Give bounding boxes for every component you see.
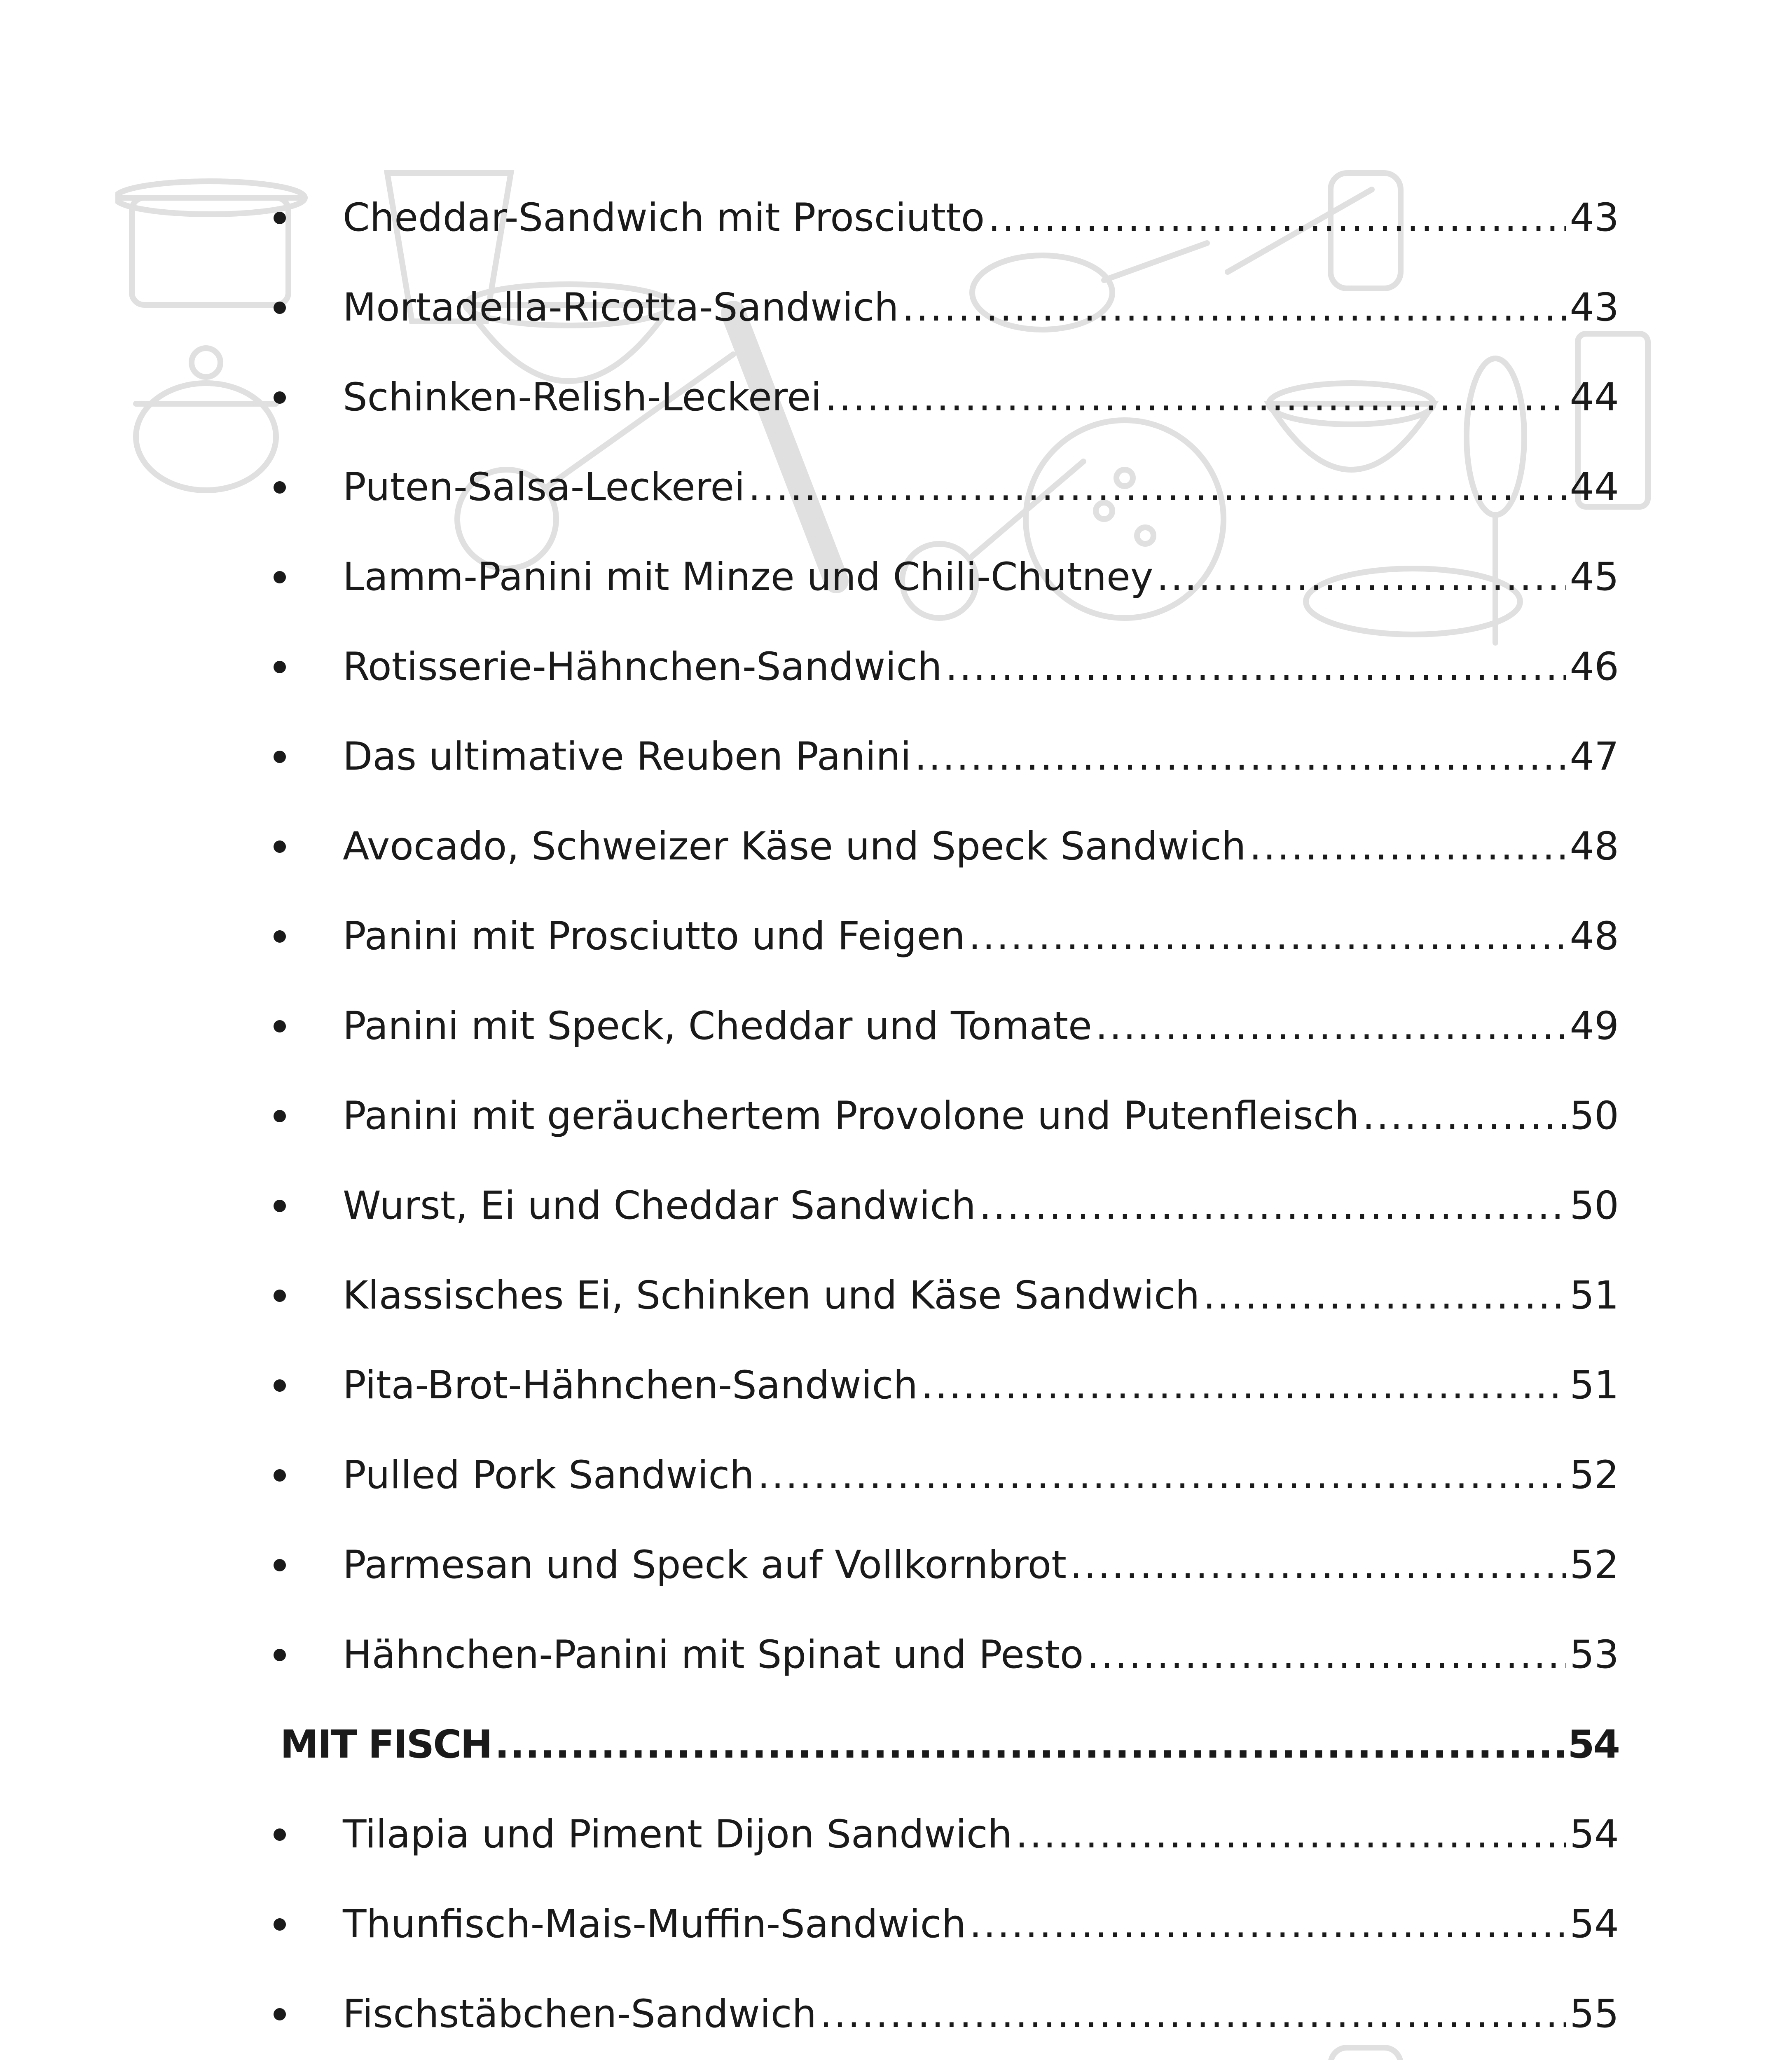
toc-entry-page: 51 xyxy=(1570,1363,1619,1408)
toc-entry-title: Wurst, Ei und Cheddar Sandwich xyxy=(343,1183,976,1228)
bullet-icon xyxy=(274,1649,286,1661)
dot-leader xyxy=(1249,827,1567,866)
toc-section-title: MIT FISCH xyxy=(280,1722,491,1767)
toc-entry-title: Avocado, Schweizer Käse und Speck Sandwich xyxy=(343,824,1246,869)
toc-entry-title: Rotisserie-Hähnchen-Sandwich xyxy=(343,644,942,689)
pot-icon xyxy=(115,181,305,305)
toc-entry[interactable] xyxy=(280,1610,1619,1700)
toc-entry-page: 54 xyxy=(1570,1902,1619,1947)
toc-entry[interactable] xyxy=(280,1161,1619,1251)
toc-entry-title: Schinken-Relish-Leckerei xyxy=(343,375,822,420)
dot-leader xyxy=(1362,1097,1566,1135)
dot-leader xyxy=(979,1187,1567,1225)
toc-section-page: 54 xyxy=(1567,1722,1619,1767)
dot-leader xyxy=(748,468,1566,507)
toc-entry-page: 43 xyxy=(1570,285,1619,330)
toc-entry[interactable] xyxy=(280,1251,1619,1341)
bullet-icon xyxy=(274,661,286,673)
toc-entry[interactable] xyxy=(280,622,1619,712)
toc-entry-title: Puten-Salsa-Leckerei xyxy=(343,465,745,510)
toc-entry[interactable] xyxy=(280,1790,1619,1880)
toc-entry-page: 44 xyxy=(1570,465,1619,510)
dot-leader xyxy=(1015,1815,1566,1854)
bullet-icon xyxy=(274,1469,286,1482)
toc-entry[interactable] xyxy=(280,1969,1619,2059)
dot-leader xyxy=(1203,1276,1566,1315)
dot-leader xyxy=(495,1725,1564,1764)
bullet-icon xyxy=(274,212,286,224)
toc-entry-title: Panini mit Speck, Cheddar und Tomate xyxy=(343,1004,1092,1049)
bullet-icon xyxy=(274,1110,286,1122)
toc-entry-title: Tilapia und Piment Dijon Sandwich xyxy=(343,1812,1013,1857)
toc-entry-page: 55 xyxy=(1570,1992,1619,2037)
table-of-contents xyxy=(280,173,1619,2060)
bullet-icon xyxy=(274,1290,286,1302)
bullet-icon xyxy=(274,1828,286,1841)
toc-entry-title: Cheddar-Sandwich mit Prosciutto xyxy=(343,195,985,240)
toc-entry-title: Panini mit geräuchertem Provolone und Putenfleisch xyxy=(343,1093,1359,1138)
toc-entry-title: Parmesan und Speck auf Vollkornbrot xyxy=(343,1543,1067,1587)
bullet-icon xyxy=(274,1020,286,1032)
dot-leader xyxy=(902,288,1567,327)
toc-entry-title: Lamm-Panini mit Minze und Chili-Chutney xyxy=(343,555,1153,599)
dot-leader xyxy=(969,1905,1566,1944)
toc-entry-page: 44 xyxy=(1570,375,1619,420)
bullet-icon xyxy=(274,1379,286,1392)
bullet-icon xyxy=(274,1559,286,1571)
toc-entry-title: Klassisches Ei, Schinken und Käse Sandwich xyxy=(343,1273,1200,1318)
toc-entry[interactable] xyxy=(280,353,1619,442)
toc-entry-page: 52 xyxy=(1570,1543,1619,1587)
toc-entry[interactable] xyxy=(280,442,1619,532)
bullet-icon xyxy=(274,302,286,314)
bullet-icon xyxy=(274,840,286,853)
toc-entry-page: 43 xyxy=(1570,195,1619,240)
toc-entry-title: Hähnchen-Panini mit Spinat und Pesto xyxy=(343,1632,1084,1677)
bullet-icon xyxy=(274,1918,286,1931)
toc-entry-page: 50 xyxy=(1570,1093,1619,1138)
toc-entry[interactable] xyxy=(280,1880,1619,1969)
dot-leader xyxy=(969,917,1566,956)
dot-leader xyxy=(1087,1636,1566,1674)
toc-entry-title: Mortadella-Ricotta-Sandwich xyxy=(343,285,899,330)
bullet-icon xyxy=(274,930,286,943)
toc-entry[interactable] xyxy=(280,532,1619,622)
toc-entry-page: 48 xyxy=(1570,824,1619,869)
bullet-icon xyxy=(274,571,286,583)
toc-entry-title: Das ultimative Reuben Panini xyxy=(343,734,911,779)
toc-entry[interactable] xyxy=(280,802,1619,892)
bullet-icon xyxy=(274,751,286,763)
toc-section-heading[interactable] xyxy=(280,1700,1619,1790)
dot-leader xyxy=(820,1995,1566,2034)
bullet-icon xyxy=(274,391,286,404)
toc-entry[interactable] xyxy=(280,712,1619,802)
dot-leader xyxy=(1070,1546,1566,1585)
toc-entry-page: 45 xyxy=(1570,555,1619,599)
toc-entry-page: 48 xyxy=(1570,914,1619,959)
toc-entry-page: 51 xyxy=(1570,1273,1619,1318)
toc-entry-page: 47 xyxy=(1570,734,1619,779)
toc-entry[interactable] xyxy=(280,892,1619,981)
toc-entry[interactable] xyxy=(280,1341,1619,1430)
dot-leader xyxy=(1095,1007,1567,1046)
toc-entry[interactable] xyxy=(280,173,1619,263)
toc-entry-page: 53 xyxy=(1570,1632,1619,1677)
toc-entry-page: 49 xyxy=(1570,1004,1619,1049)
toc-entry[interactable] xyxy=(280,263,1619,353)
toc-entry-title: Pulled Pork Sandwich xyxy=(343,1453,754,1498)
toc-entry-title: Panini mit Prosciutto und Feigen xyxy=(343,914,965,959)
bullet-icon xyxy=(274,1200,286,1212)
lidded-pot-icon xyxy=(136,348,276,490)
dot-leader xyxy=(758,1456,1567,1495)
toc-entry[interactable] xyxy=(280,1430,1619,1520)
toc-entry-page: 46 xyxy=(1570,644,1619,689)
toc-entry-title: Fischstäbchen-Sandwich xyxy=(343,1992,817,2037)
dot-leader xyxy=(988,199,1566,237)
dot-leader xyxy=(915,737,1566,776)
toc-entry-page: 52 xyxy=(1570,1453,1619,1498)
toc-entry-page: 54 xyxy=(1570,1812,1619,1857)
toc-entry[interactable] xyxy=(280,1071,1619,1161)
toc-entry-title: Thunfisch-Mais-Muffin-Sandwich xyxy=(343,1902,966,1947)
dot-leader xyxy=(1156,558,1566,597)
toc-entry-title: Pita-Brot-Hähnchen-Sandwich xyxy=(343,1363,918,1408)
bullet-icon xyxy=(274,2008,286,2020)
dot-leader xyxy=(945,648,1567,686)
toc-entry[interactable] xyxy=(280,1520,1619,1610)
dot-leader xyxy=(825,378,1566,417)
toc-entry[interactable] xyxy=(280,981,1619,1071)
bullet-icon xyxy=(274,481,286,494)
toc-entry-page: 50 xyxy=(1570,1183,1619,1228)
dot-leader xyxy=(921,1366,1566,1405)
